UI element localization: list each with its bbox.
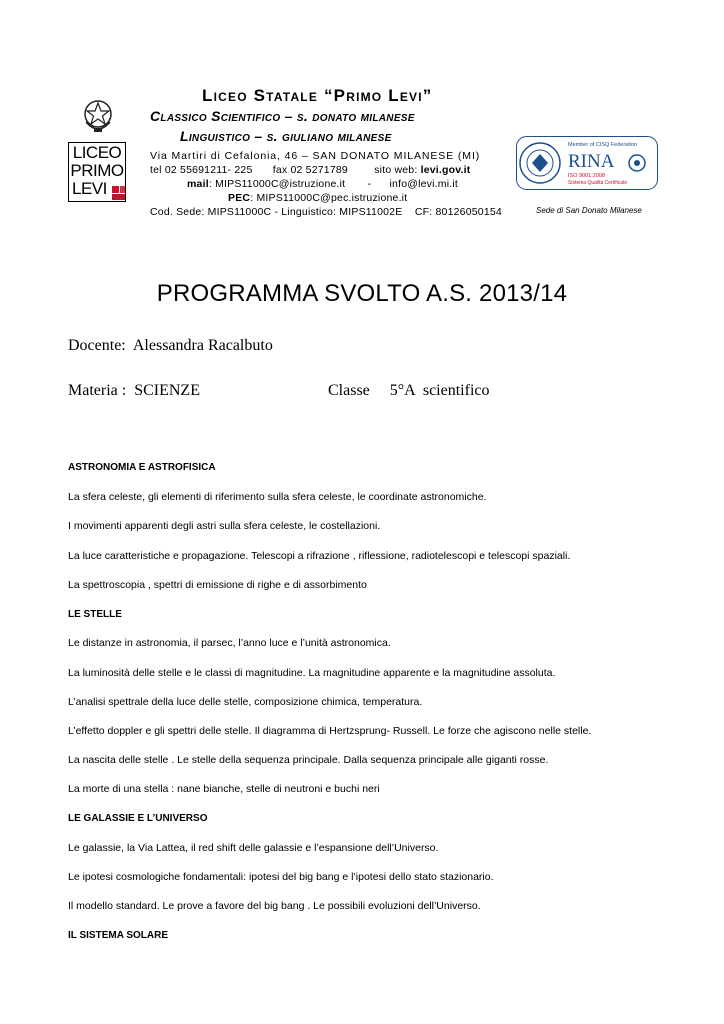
school-codes: Cod. Sede: MIPS11000C - Linguistico: MIPS11002E CF: 80126050154	[150, 206, 502, 218]
fax-label: fax	[272, 164, 288, 176]
paragraph: L’analisi spettrale della luce delle stelle, composizione chimica, temperatura.	[68, 696, 423, 708]
info-mail-link[interactable]: info@levi.mi.it	[389, 178, 459, 190]
mail-link[interactable]: MIPS11000C@istruzione.it	[215, 178, 346, 190]
liceo-primo-levi-logo	[68, 142, 128, 204]
paragraph: La morte di una stella : nane bianche, stelle di neutroni e buchi neri	[68, 783, 380, 795]
mail-label: mail	[187, 178, 209, 190]
paragraph: La luminosità delle stelle e le classi di magnitudine. La magnitudine apparente e la magnitudine assoluta.	[68, 667, 556, 679]
school-title: Liceo Statale “Primo Levi”	[202, 86, 433, 105]
rina-member-text: Member of CISQ Federation	[568, 142, 638, 148]
fax-value: 02 5271789	[290, 164, 348, 176]
paragraph: I movimenti apparenti degli astri sulla sfera celeste, le costellazioni.	[68, 520, 381, 532]
section-title: LE STELLE	[68, 609, 122, 620]
school-subtitle-2: Linguistico – s. giuliano milanese	[180, 128, 392, 144]
rina-certification-badge	[516, 136, 658, 190]
italian-republic-emblem-icon	[80, 96, 116, 136]
logo-line-3: LEVI	[72, 179, 107, 198]
section-title: ASTRONOMIA E ASTROFISICA	[68, 462, 216, 473]
pec-label: PEC	[228, 192, 251, 204]
paragraph: La luce caratteristiche e propagazione. Telescopi a rifrazione , riflessione, radiotelescopi e telescopi spaziali.	[68, 550, 571, 562]
logo-line-1: LICEO	[72, 143, 122, 162]
pec-link[interactable]: MIPS11000C@pec.istruzione.it	[256, 192, 408, 204]
paragraph: Le ipotesi cosmologiche fondamentali: ipotesi del big bang e l’ipotesi dello stato stazionario.	[68, 871, 494, 883]
rina-system: Sistema Qualità Certificato	[568, 180, 628, 186]
mail-separator: -	[367, 178, 372, 190]
rina-iso: ISO 9001:2008	[568, 173, 606, 179]
site-label: sito web	[374, 164, 415, 176]
tel-value: 02 55691211- 225	[164, 164, 253, 176]
site-link[interactable]: levi.gov.it	[420, 164, 471, 176]
document-title: PROGRAMMA SVOLTO A.S. 2013/14	[156, 280, 568, 307]
school-address: Via Martiri di Cefalonia, 46 – SAN DONATO MILANESE (MI)	[150, 150, 481, 162]
rina-name: RINA	[568, 151, 615, 172]
section-title: LE GALASSIE E L’UNIVERSO	[68, 813, 208, 824]
contact-line: tel 02 55691211- 225 fax 02 5271789 sito web: levi.gov.it	[150, 164, 471, 176]
paragraph: Il modello standard. Le prove a favore del big bang . Le possibili evoluzioni dell’Universo.	[68, 900, 481, 912]
paragraph: Le distanze in astronomia, il parsec, l’anno luce e l’unità astronomica.	[68, 637, 391, 649]
paragraph: La sfera celeste, gli elementi di riferimento sulla sfera celeste, le coordinate astronomiche.	[68, 491, 487, 503]
paragraph: Le galassie, la Via Lattea, il red shift delle galassie e l’espansione dell’Universo.	[68, 842, 439, 854]
pec-line: PEC: MIPS11000C@pec.istruzione.it	[228, 192, 408, 204]
section-title: IL SISTEMA SOLARE	[68, 930, 169, 941]
mail-line: mail: MIPS11000C@istruzione.it - info@levi.mi.it	[187, 178, 459, 190]
logo-line-2: PRIMO	[70, 161, 124, 180]
school-subtitle-1: Classico Scientifico – s. donato milanese	[150, 108, 415, 124]
tel-label: tel	[150, 164, 162, 176]
teacher-line: Docente: Alessandra Racalbuto	[68, 337, 273, 354]
class-line: Classe 5°A scientifico	[328, 382, 490, 399]
paragraph: La spettroscopia , spettri di emissione di righe e di assorbimento	[68, 579, 367, 591]
subject-line: Materia : SCIENZE	[68, 382, 200, 399]
rina-caption: Sede di San Donato Milanese	[536, 206, 642, 215]
paragraph: L’effetto doppler e gli spettri delle stelle. Il diagramma di Hertzsprung- Russell. Le forze che agiscono nelle stelle.	[68, 725, 592, 737]
paragraph: La nascita delle stelle . Le stelle della sequenza principale. Dalla sequenza principale alle giganti rosse.	[68, 754, 549, 766]
